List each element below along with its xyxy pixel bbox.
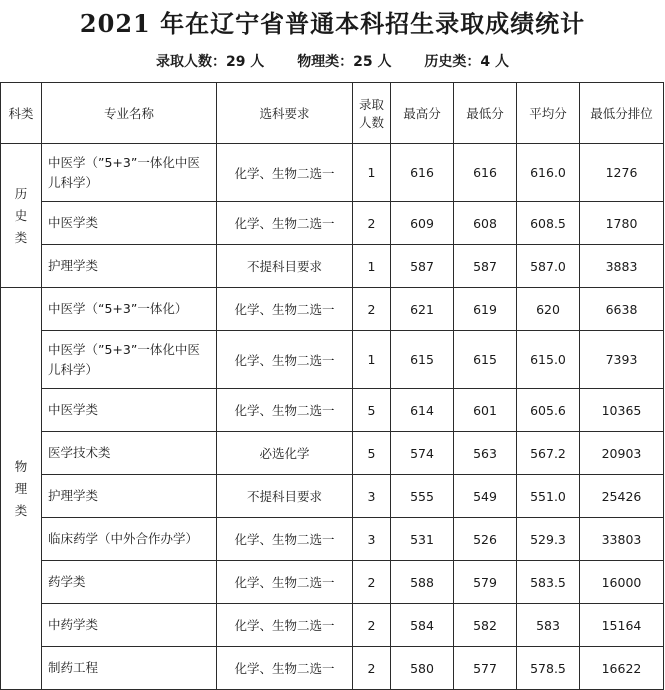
table-row	[1, 389, 664, 432]
avg-score-cell: 616.0	[517, 144, 580, 202]
header-min-rank: 最低分排位	[580, 83, 664, 144]
avg-score-cell: 578.5	[517, 647, 580, 690]
rank-cell: 33803	[580, 518, 664, 561]
requirement-cell: 化学、生物二选一	[217, 561, 353, 604]
table-row	[1, 144, 664, 202]
rank-cell: 10365	[580, 389, 664, 432]
table-row	[1, 647, 664, 690]
requirement-cell: 化学、生物二选一	[217, 331, 353, 389]
min-score-cell: 616	[454, 144, 517, 202]
rank-cell: 20903	[580, 432, 664, 475]
count-cell: 3	[353, 518, 391, 561]
header-major: 专业名称	[42, 83, 217, 144]
header-subject-requirement: 选科要求	[217, 83, 353, 144]
major-cell: 中医学（“5+3”一体化）	[42, 288, 217, 331]
header-admitted-count: 录取人数	[353, 83, 391, 144]
requirement-cell: 不提科目要求	[217, 475, 353, 518]
max-score-cell: 580	[391, 647, 454, 690]
table-row	[1, 475, 664, 518]
rank-cell: 7393	[580, 331, 664, 389]
major-cell: 中医学类	[42, 202, 217, 245]
table-row	[1, 245, 664, 288]
category-cell: 物理类	[1, 288, 42, 690]
avg-score-cell: 620	[517, 288, 580, 331]
min-score-cell: 563	[454, 432, 517, 475]
count-cell: 1	[353, 144, 391, 202]
rank-cell: 1276	[580, 144, 664, 202]
count-cell: 2	[353, 288, 391, 331]
rank-cell: 15164	[580, 604, 664, 647]
max-score-cell: 614	[391, 389, 454, 432]
count-cell: 2	[353, 561, 391, 604]
min-score-cell: 582	[454, 604, 517, 647]
count-cell: 2	[353, 604, 391, 647]
table-header-row	[1, 83, 664, 144]
major-cell: 护理学类	[42, 475, 217, 518]
max-score-cell: 616	[391, 144, 454, 202]
page-title: 2021 年在辽宁省普通本科招生录取成绩统计	[79, 9, 586, 38]
max-score-cell: 621	[391, 288, 454, 331]
max-score-cell: 574	[391, 432, 454, 475]
max-score-cell: 588	[391, 561, 454, 604]
major-cell: 中药学类	[42, 604, 217, 647]
requirement-cell: 化学、生物二选一	[217, 202, 353, 245]
min-score-cell: 601	[454, 389, 517, 432]
table-row	[1, 518, 664, 561]
requirement-cell: 化学、生物二选一	[217, 389, 353, 432]
header-category: 科类	[1, 83, 42, 144]
major-cell: 护理学类	[42, 245, 217, 288]
count-cell: 5	[353, 389, 391, 432]
min-score-cell: 587	[454, 245, 517, 288]
max-score-cell: 587	[391, 245, 454, 288]
table-row	[1, 202, 664, 245]
avg-score-cell: 608.5	[517, 202, 580, 245]
requirement-cell: 化学、生物二选一	[217, 604, 353, 647]
requirement-cell: 化学、生物二选一	[217, 288, 353, 331]
min-score-cell: 579	[454, 561, 517, 604]
table-row	[1, 288, 664, 331]
count-cell: 2	[353, 647, 391, 690]
rank-cell: 25426	[580, 475, 664, 518]
enrollment-summary	[0, 48, 665, 76]
min-score-cell: 577	[454, 647, 517, 690]
rank-cell: 16000	[580, 561, 664, 604]
major-cell: 医学技术类	[42, 432, 217, 475]
major-cell: 药学类	[42, 561, 217, 604]
table-row	[1, 331, 664, 389]
table-row	[1, 604, 664, 647]
requirement-cell: 化学、生物二选一	[217, 144, 353, 202]
summary-history: 历史类：4 人	[424, 54, 510, 70]
avg-score-cell: 551.0	[517, 475, 580, 518]
min-score-cell: 615	[454, 331, 517, 389]
major-cell: 制药工程	[42, 647, 217, 690]
requirement-cell: 化学、生物二选一	[217, 647, 353, 690]
rank-cell: 3883	[580, 245, 664, 288]
requirement-cell: 化学、生物二选一	[217, 518, 353, 561]
rank-cell: 1780	[580, 202, 664, 245]
max-score-cell: 584	[391, 604, 454, 647]
major-cell: 中医学（”5+3”一体化中医儿科学）	[42, 331, 217, 389]
requirement-cell: 不提科目要求	[217, 245, 353, 288]
count-cell: 1	[353, 245, 391, 288]
max-score-cell: 555	[391, 475, 454, 518]
header-avg-score: 平均分	[517, 83, 580, 144]
min-score-cell: 619	[454, 288, 517, 331]
avg-score-cell: 605.6	[517, 389, 580, 432]
avg-score-cell: 567.2	[517, 432, 580, 475]
table-row	[1, 561, 664, 604]
summary-physics: 物理类：25 人	[297, 54, 392, 70]
rank-cell: 16622	[580, 647, 664, 690]
header-max-score: 最高分	[391, 83, 454, 144]
avg-score-cell: 615.0	[517, 331, 580, 389]
major-cell: 中医学（”5+3”一体化中医儿科学）	[42, 144, 217, 202]
min-score-cell: 608	[454, 202, 517, 245]
header-min-score: 最低分	[454, 83, 517, 144]
count-cell: 1	[353, 331, 391, 389]
table-row	[1, 432, 664, 475]
major-cell: 中医学类	[42, 389, 217, 432]
max-score-cell: 615	[391, 331, 454, 389]
requirement-cell: 必选化学	[217, 432, 353, 475]
summary-total: 录取人数：29 人	[155, 54, 265, 70]
admission-score-table	[0, 82, 664, 690]
count-cell: 5	[353, 432, 391, 475]
category-cell: 历史类	[1, 144, 42, 288]
min-score-cell: 549	[454, 475, 517, 518]
avg-score-cell: 583.5	[517, 561, 580, 604]
count-cell: 2	[353, 202, 391, 245]
avg-score-cell: 529.3	[517, 518, 580, 561]
major-cell: 临床药学（中外合作办学）	[42, 518, 217, 561]
min-score-cell: 526	[454, 518, 517, 561]
max-score-cell: 609	[391, 202, 454, 245]
max-score-cell: 531	[391, 518, 454, 561]
rank-cell: 6638	[580, 288, 664, 331]
avg-score-cell: 587.0	[517, 245, 580, 288]
count-cell: 3	[353, 475, 391, 518]
avg-score-cell: 583	[517, 604, 580, 647]
